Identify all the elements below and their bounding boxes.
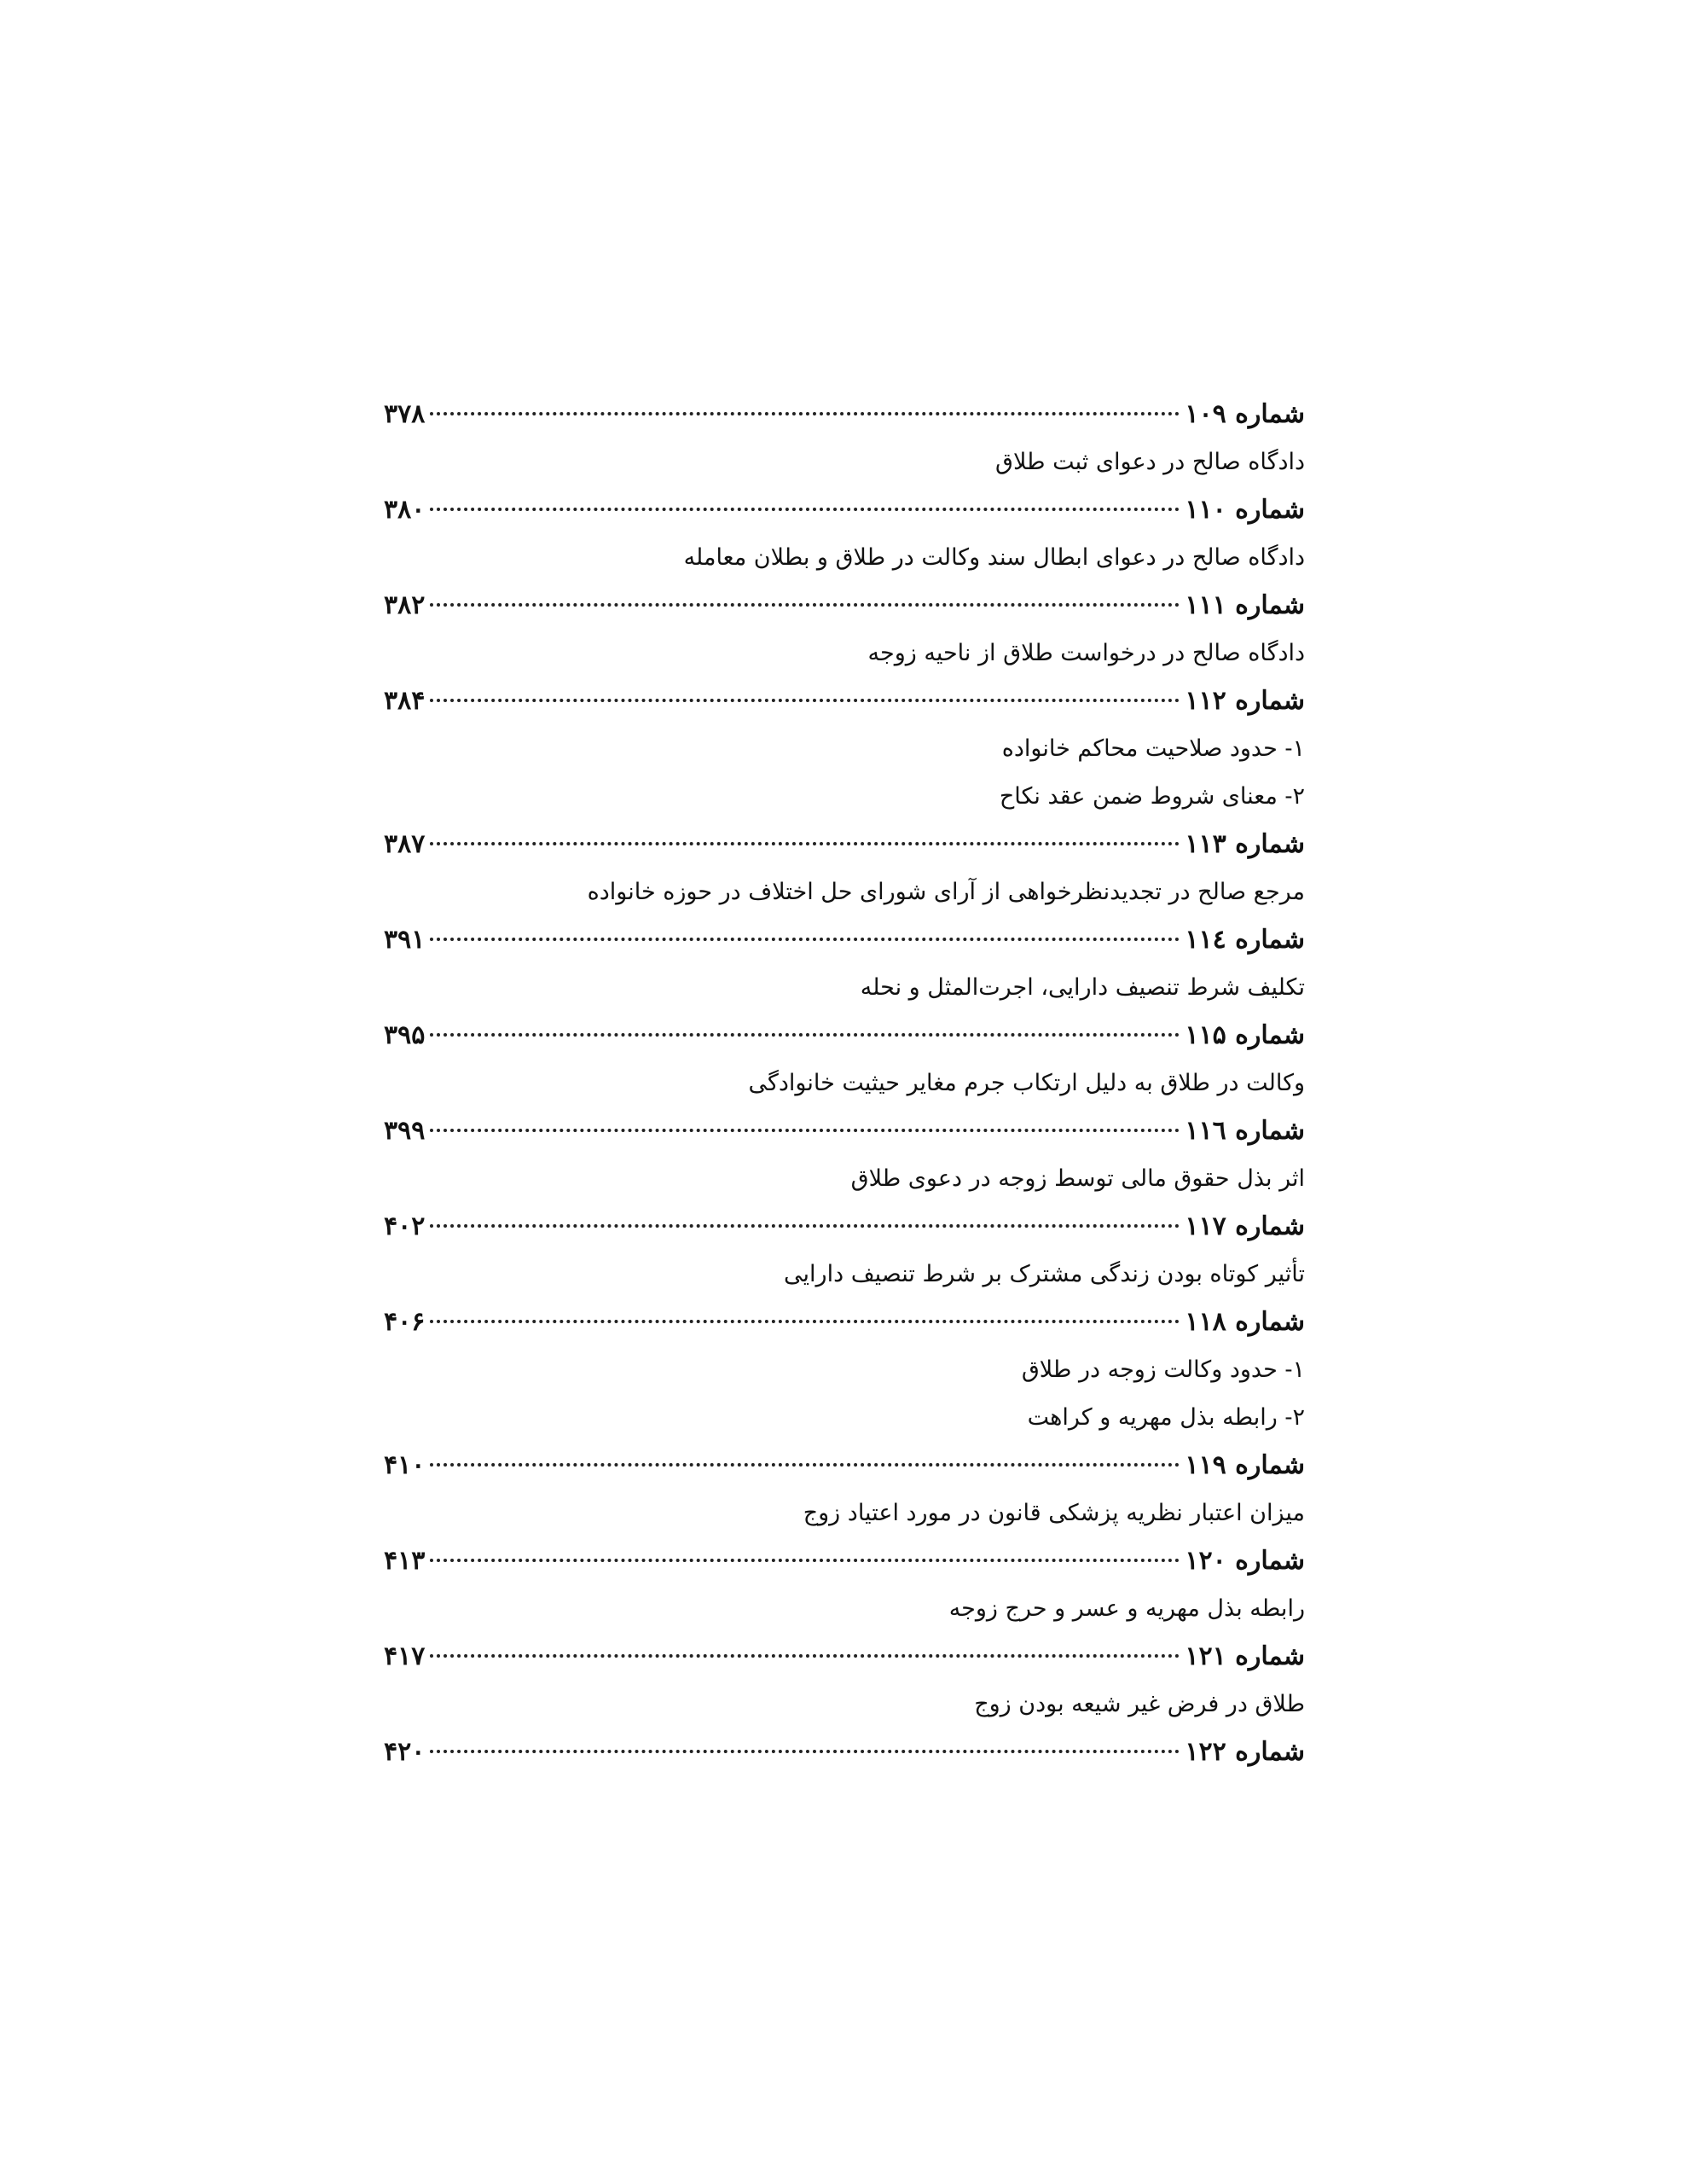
toc-entry-label: شماره ۱۲۱ [1185,1641,1305,1671]
toc-entry-subtitle: دادگاه صالح در درخواست طلاق از ناحیه زوجه [867,640,1305,666]
toc-entry-label: شماره ۱۲۲ [1185,1737,1305,1767]
toc-entry-subtitle: ۱- حدود صلاحیت محاکم خانواده [1001,735,1305,762]
toc-entry-label: شماره ۱۱٤ [1185,925,1305,955]
toc-entry-label: شماره ۱۲۰ [1185,1546,1305,1576]
toc-entry-label: شماره ۱۰۹ [1185,399,1305,429]
toc-entry[interactable] [384,1728,1305,1776]
dot-leader [430,1224,1180,1228]
toc-page-number: ۴۲۰ [384,1737,426,1767]
toc-entry[interactable] [384,821,1305,868]
toc-page-number: ۳۸۷ [384,829,426,859]
toc-entry-label: شماره ۱۱۰ [1185,495,1305,525]
toc-entry-subtitle: میزان اعتبار نظریه پزشکی قانون در مورد اعتیاد زوج [803,1500,1305,1526]
toc-entry-label: شماره ۱۱۵ [1185,1020,1305,1050]
toc-entry[interactable] [384,1012,1305,1060]
toc-entry-subtitle: وکالت در طلاق به دلیل ارتکاب جرم مغایر حیثیت خانوادگی [748,1070,1305,1096]
toc-page-number: ۴۰۲ [384,1211,426,1241]
toc-entry-label: شماره ۱۱۱ [1185,590,1305,620]
dot-leader [430,508,1180,511]
toc-entry-subtitle: اثر بذل حقوق مالی توسط زوجه در دعوی طلاق [850,1165,1305,1192]
toc-entry-subtitle: مرجع صالح در تجدیدنظرخواهی از آرای شورای حل اختلاف در حوزه خانواده [587,879,1305,905]
toc-entry-subtitle: تأثیر کوتاه بودن زندگی مشترک بر شرط تنصیف دارایی [784,1261,1305,1287]
dot-leader [430,938,1180,941]
toc-entry[interactable] [384,1203,1305,1251]
toc-entry-label: شماره ۱۱۲ [1185,686,1305,716]
toc-page-number: ۳۸۴ [384,686,426,716]
toc-entry-label: شماره ۱۱۸ [1185,1307,1305,1337]
toc-entry-subtitle: طلاق در فرض غیر شیعه بودن زوج [974,1691,1305,1717]
dot-leader [430,1559,1180,1562]
toc-entry[interactable] [384,677,1305,725]
toc-entry[interactable] [384,1633,1305,1681]
toc-entry-label: شماره ۱۱٦ [1185,1116,1305,1146]
dot-leader [430,1654,1180,1658]
toc-entry[interactable] [384,486,1305,534]
dot-leader [430,699,1180,702]
toc-entry[interactable] [384,582,1305,630]
toc-entry-subtitle: رابطه بذل مهریه و عسر و حرج زوجه [948,1595,1305,1622]
dot-leader [430,412,1180,415]
toc-page-number: ۳۸۲ [384,590,426,620]
toc-page-number: ۳۸۰ [384,495,426,525]
toc-entry-subtitle: دادگاه صالح در دعوای ابطال سند وکالت در طلاق و بطلان معامله [683,544,1305,571]
toc-entry[interactable] [384,1442,1305,1490]
toc-entry[interactable] [384,916,1305,964]
dot-leader [430,1129,1180,1132]
toc-entry-label: شماره ۱۱۳ [1185,829,1305,859]
table-of-contents [384,391,1305,1776]
dot-leader [430,603,1180,607]
dot-leader [430,1750,1180,1753]
toc-entry[interactable] [384,391,1305,439]
toc-entry[interactable] [384,1107,1305,1155]
toc-page-number: ۳۹۱ [384,925,426,955]
toc-page-number: ۴۱۳ [384,1546,426,1576]
toc-page-number: ۳۷۸ [384,399,426,429]
dot-leader [430,1033,1180,1037]
toc-entry[interactable] [384,1298,1305,1346]
toc-page-number: ۳۹۹ [384,1116,426,1146]
toc-entry[interactable] [384,1537,1305,1585]
dot-leader [430,1463,1180,1467]
toc-entry-subtitle: دادگاه صالح در دعوای ثبت طلاق [995,449,1305,475]
toc-page-number: ۴۱۰ [384,1450,426,1480]
dot-leader [430,842,1180,845]
toc-entry-subtitle: ۲- رابطه بذل مهریه و کراهت [1027,1404,1305,1431]
toc-page-number: ۳۹۵ [384,1020,426,1050]
toc-entry-label: شماره ۱۱۹ [1185,1450,1305,1480]
toc-entry-subtitle: ۲- معنای شروط ضمن عقد نکاح [999,783,1305,810]
toc-entry-subtitle: تکلیف شرط تنصیف دارایی، اجرت‌المثل و نحله [860,974,1305,1001]
toc-entry-label: شماره ۱۱۷ [1185,1211,1305,1241]
toc-page-number: ۴۰۶ [384,1307,426,1337]
dot-leader [430,1320,1180,1323]
toc-entry-subtitle: ۱- حدود وکالت زوجه در طلاق [1021,1356,1305,1383]
toc-page-number: ۴۱۷ [384,1641,426,1671]
